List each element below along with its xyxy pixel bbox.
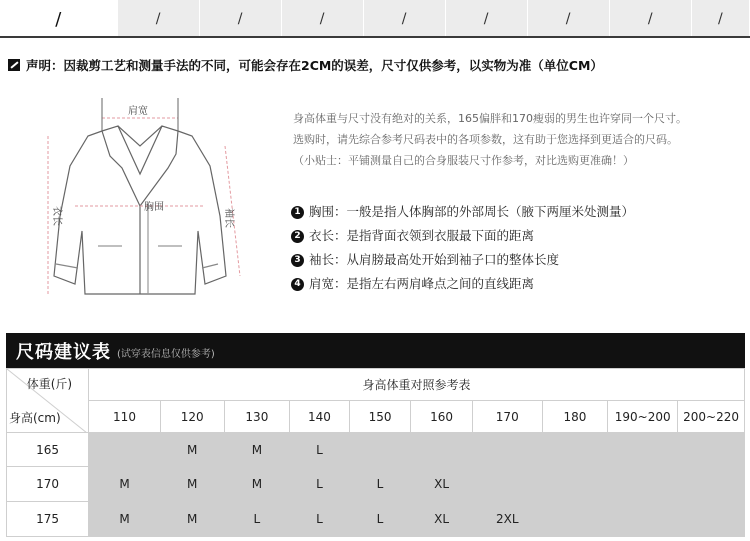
size-cell: L <box>290 433 350 467</box>
size-cell <box>608 433 678 467</box>
height-row-header: 175 <box>7 502 89 537</box>
size-cell <box>542 467 608 502</box>
weight-header: 体重(斤) <box>26 377 73 391</box>
top-strip-cell: / <box>528 0 610 38</box>
weight-col-header: 110 <box>89 401 161 433</box>
size-cell: L <box>224 502 290 537</box>
size-cell: XL <box>411 467 473 502</box>
top-strip-cell: / <box>282 0 364 38</box>
top-strip-divider <box>0 36 750 38</box>
top-strip-cell: / <box>200 0 282 38</box>
top-strip-cell: / <box>610 0 692 38</box>
top-size-strip <box>0 0 750 38</box>
height-row-header: 165 <box>7 433 89 467</box>
top-strip-cell: / <box>118 0 200 38</box>
size-cell: L <box>349 467 411 502</box>
size-cell <box>542 502 608 537</box>
top-strip-cell: / <box>0 0 118 38</box>
weight-col-header: 130 <box>224 401 290 433</box>
number-badge: 2 <box>291 230 304 243</box>
size-cell <box>678 433 745 467</box>
size-cell: M <box>160 502 224 537</box>
number-badge: 1 <box>291 206 304 219</box>
weight-col-header: 190~200 <box>608 401 678 433</box>
top-strip-cell: / <box>446 0 528 38</box>
weight-col-header: 140 <box>290 401 350 433</box>
definition-text: 胸围：一般是指人体胸部的外部周长（腋下两厘米处测量） <box>309 204 635 219</box>
size-cell <box>678 467 745 502</box>
definition-item <box>291 272 634 296</box>
size-cell: M <box>160 467 224 502</box>
top-strip-cell: / <box>692 0 750 38</box>
table-title: 身高体重对照参考表 <box>89 369 745 401</box>
size-cell: M <box>224 467 290 502</box>
weight-col-header: 170 <box>472 401 542 433</box>
top-strip-cell: / <box>364 0 446 38</box>
definition-text: 肩宽：是指左右两肩峰点之间的直线距离 <box>309 276 535 291</box>
weight-col-header: 150 <box>349 401 411 433</box>
size-cell <box>608 502 678 537</box>
table-row <box>7 433 745 467</box>
shoulder-label: 肩宽 <box>128 106 148 117</box>
number-badge: 3 <box>291 254 304 267</box>
size-recommendation-table <box>6 368 745 537</box>
size-statement <box>8 56 603 74</box>
statement-text: 声明：因裁剪工艺和测量手法的不同，可能会存在2CM的误差，尺寸仅供参考，以实物为准（单位CM） <box>26 58 603 73</box>
size-cell: M <box>89 467 161 502</box>
table-row <box>7 502 745 537</box>
size-cell <box>472 467 542 502</box>
size-cell <box>678 502 745 537</box>
definition-item <box>291 248 634 272</box>
weight-col-header: 180 <box>542 401 608 433</box>
length-label: 衣长 <box>51 206 62 226</box>
size-cell <box>542 433 608 467</box>
section-subtitle: (试穿表信息仅供参考) <box>117 349 215 360</box>
definition-item <box>291 224 634 248</box>
measurement-definitions <box>291 200 634 296</box>
definition-item <box>291 200 634 224</box>
size-cell <box>472 433 542 467</box>
size-cell: 2XL <box>472 502 542 537</box>
weight-col-header: 120 <box>160 401 224 433</box>
size-cell <box>349 433 411 467</box>
size-cell: XL <box>411 502 473 537</box>
size-cell <box>608 467 678 502</box>
section-title: 尺码建议表 <box>16 341 111 363</box>
weight-col-header: 160 <box>411 401 473 433</box>
definition-text: 衣长：是指背面衣领到衣服最下面的距离 <box>309 228 535 243</box>
size-cell <box>411 433 473 467</box>
size-cell: L <box>290 467 350 502</box>
pencil-icon <box>8 59 20 71</box>
size-cell: L <box>349 502 411 537</box>
definition-text: 袖长：从肩膀最高处开始到袖子口的整体长度 <box>309 252 560 267</box>
chest-label: 胸围 <box>144 202 164 213</box>
number-badge: 4 <box>291 278 304 291</box>
weight-col-header: 200~220 <box>678 401 745 433</box>
table-row <box>7 467 745 502</box>
size-cell: L <box>290 502 350 537</box>
sleeve-label: 袖长 <box>223 208 234 228</box>
height-header: 身高(cm) <box>9 411 61 425</box>
jacket-diagram <box>40 96 245 306</box>
size-description: 身高体重与尺寸没有绝对的关系，165偏胖和170瘦弱的男生也许穿同一个尺寸。选购时，请先综合参考尺码表中的各项参数，这有助于您选择到更适合的尺码。（小贴士：平铺测量自己的合身服装尺寸作参考，对比选购更准确！） <box>293 112 687 167</box>
size-cell: M <box>224 433 290 467</box>
size-cell: M <box>89 502 161 537</box>
size-cell <box>89 433 161 467</box>
table-corner-cell <box>7 369 89 433</box>
size-cell: M <box>160 433 224 467</box>
size-chart-header <box>6 333 745 368</box>
height-row-header: 170 <box>7 467 89 502</box>
